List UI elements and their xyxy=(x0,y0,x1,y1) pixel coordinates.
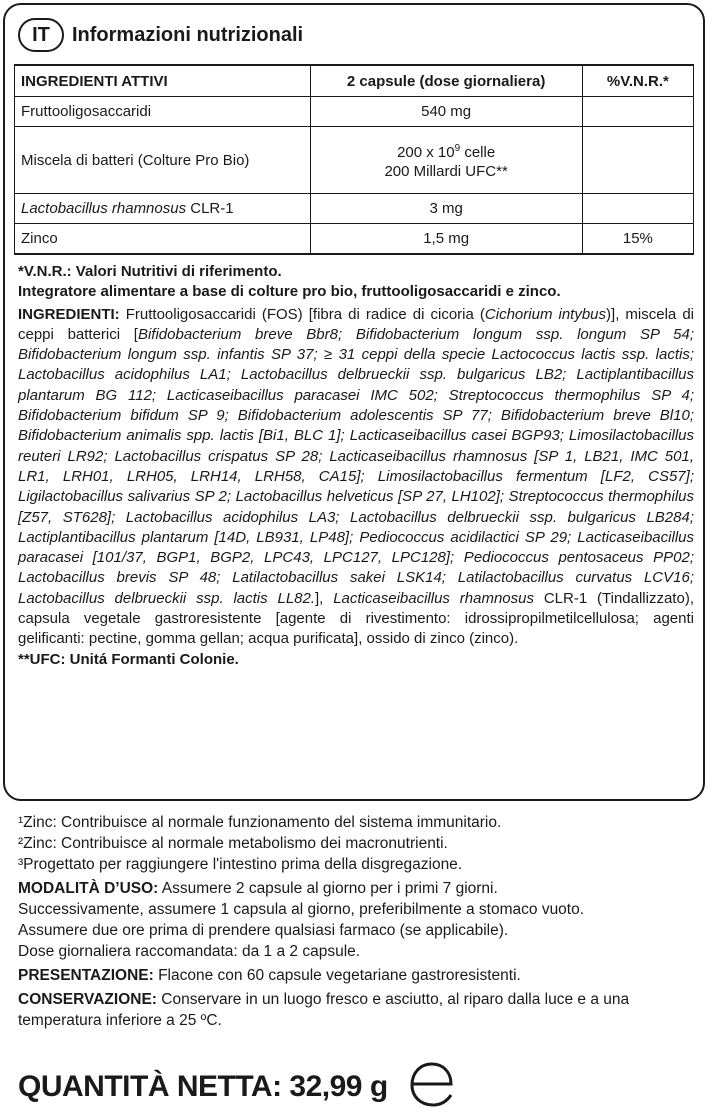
usage-label: MODALITÀ D’USO: xyxy=(18,880,159,897)
row-name: Fruttooligosaccaridi xyxy=(15,97,311,127)
row-vnr xyxy=(582,97,693,127)
presentation-section: PRESENTAZIONE: Flacone con 60 capsule vegetariane gastroresistenti. xyxy=(18,967,521,984)
vnr-note: *V.N.R.: Valori Nutritivi di riferimento. xyxy=(18,263,282,280)
language-badge: IT xyxy=(18,18,64,52)
row-name: Zinco xyxy=(15,224,311,255)
footnote-3: ³Progettato per raggiungere l'intestino prima della disgregazione. xyxy=(18,856,463,873)
species-name: Lactobacillus rhamnosus xyxy=(21,200,187,217)
row-vnr xyxy=(582,194,693,224)
presentation-label: PRESENTAZIONE: xyxy=(18,967,154,984)
ufc-note: **UFC: Unitá Formanti Colonie. xyxy=(18,650,239,668)
footer-info xyxy=(18,812,694,1031)
ingredients-label: INGREDIENTI: xyxy=(18,305,120,323)
usage-line: Dose giornaliera raccomandata: da 1 a 2 capsule. xyxy=(18,943,361,960)
row-dose: 1,5 mg xyxy=(310,224,582,255)
dose-unit: celle xyxy=(460,144,496,161)
panel-title: Informazioni nutrizionali xyxy=(72,23,304,46)
dose-base: 200 x 10 xyxy=(397,144,455,161)
table-header-row xyxy=(15,65,694,97)
e-mark-icon xyxy=(405,1056,459,1110)
storage-label: CONSERVAZIONE: xyxy=(18,991,157,1008)
net-quantity: QUANTITÀ NETTA: 32,99 g xyxy=(18,1070,388,1103)
col-header-dose: 2 capsule (dose giornaliera) xyxy=(310,65,582,97)
dose-exponent: 9 xyxy=(454,143,461,154)
usage-line: Successivamente, assumere 1 capsula al giorno, preferibilmente a stomaco vuoto. xyxy=(18,901,585,918)
table-row xyxy=(15,127,694,194)
dose-ufc: 200 Millardi UFC** xyxy=(384,163,508,180)
nutrition-table xyxy=(14,64,694,255)
row-name xyxy=(15,194,311,224)
panel-notes xyxy=(18,262,694,670)
strain-name: CLR-1 xyxy=(186,200,234,217)
col-header-ingredients: INGREDIENTI ATTIVI xyxy=(15,65,311,97)
supplement-description: Integratore alimentare a base di colture pro bio, fruttooligosaccaridi e zinco. xyxy=(18,283,561,301)
row-dose xyxy=(310,127,582,194)
table-row xyxy=(15,194,694,224)
footnote-2: ²Zinc: Contribuisce al normale metabolismo dei macronutrienti. xyxy=(18,835,448,852)
ingredients-paragraph: INGREDIENTI: Fruttooligosaccaridi (FOS) [fibra di radice di cicoria (Cichorium intybus)], miscela di ceppi batterici [Bifidobacterium breve Bbr8; Bifidobacterium longum ssp. longum SP 54; Bifidobacterium longum ssp. infantis SP 37; ≥ 31 ceppi della specie Lactococcus lactis ssp. lactis; Lactobacillus acidophilus LA1; Lactobacillus delbrueckii ssp. bulgaricus LB2; Lactiplantibacillus plantarum BG 112; Lacticaseibacillus paracasei IMC 502; Streptococcus thermophilus SP 4; Bifidobacterium bifidum SP 9; Bifidobacterium adolescentis SP 77; Bifidobacterium breve Bl10; Bifidobacterium animalis spp. lactis [Bi1, BLC 1]; Lacticaseibacillus casei BGP93; Limosilactobacillus reuteri LR92; Lactobacillus crispatus SP 28; Lacticaseibacillus rhamnosus [SP 1, LB21, IMC 501, LR1, LRH01, LRH05, LRH14, LRH58, CA15]; Limosilactobacillus fermentum [LF2, CS57]; Ligilactobacillus salivarius SP 2; Lactobacillus helveticus [SP 27, LH102]; Streptococcus thermophilus [Z57, ST628]; Lactobacillus acidophilus LA3; Lactobacillus delbrueckii ssp. bulgaricus LB284; Lactiplantibacillus plantarum [14D, LB931, LP48]; Pediococcus acidilactici SP 29; Lacticaseibacillus paracasei [101/37, BGP1, BGP2, LPC43, LPC127, LPC128]; Pediococcus pentosaceus PP02; Lactobacillus brevis SP 48; Latilactobacillus sakei LSK14; Latilactobacillus curvatus LCV16; Lactobacillus delbrueckii ssp. lactis LL82.], Lacticaseibacillus rhamnosus CLR-1 (Tindallizzato), capsula vegetale gastroresistente [agente di rivestimento: idrossipropilmetilcellulosa; agenti gelificanti: pectine, gomma gellan; acqua purificata], ossido di zinco (zinco). xyxy=(18,305,694,648)
table-row xyxy=(15,97,694,127)
footnote-1: ¹Zinc: Contribuisce al normale funzionamento del sistema immunitario. xyxy=(18,814,502,831)
col-header-vnr: %V.N.R.* xyxy=(582,65,693,97)
row-vnr: 15% xyxy=(582,224,693,255)
usage-line: Assumere due ore prima di prendere qualsiasi farmaco (se applicabile). xyxy=(18,922,509,939)
row-name: Miscela di batteri (Colture Pro Bio) xyxy=(15,127,311,194)
row-dose: 540 mg xyxy=(310,97,582,127)
row-vnr xyxy=(582,127,693,194)
table-row xyxy=(15,224,694,255)
row-dose: 3 mg xyxy=(310,194,582,224)
panel-header xyxy=(18,18,303,52)
storage-section: CONSERVAZIONE: Conservare in un luogo fresco e asciutto, al riparo dalla luce e a una temperatura inferiore a 25 ºC. xyxy=(18,991,630,1029)
usage-section: MODALITÀ D’USO: Assumere 2 capsule al giorno per i primi 7 giorni. xyxy=(18,880,498,897)
